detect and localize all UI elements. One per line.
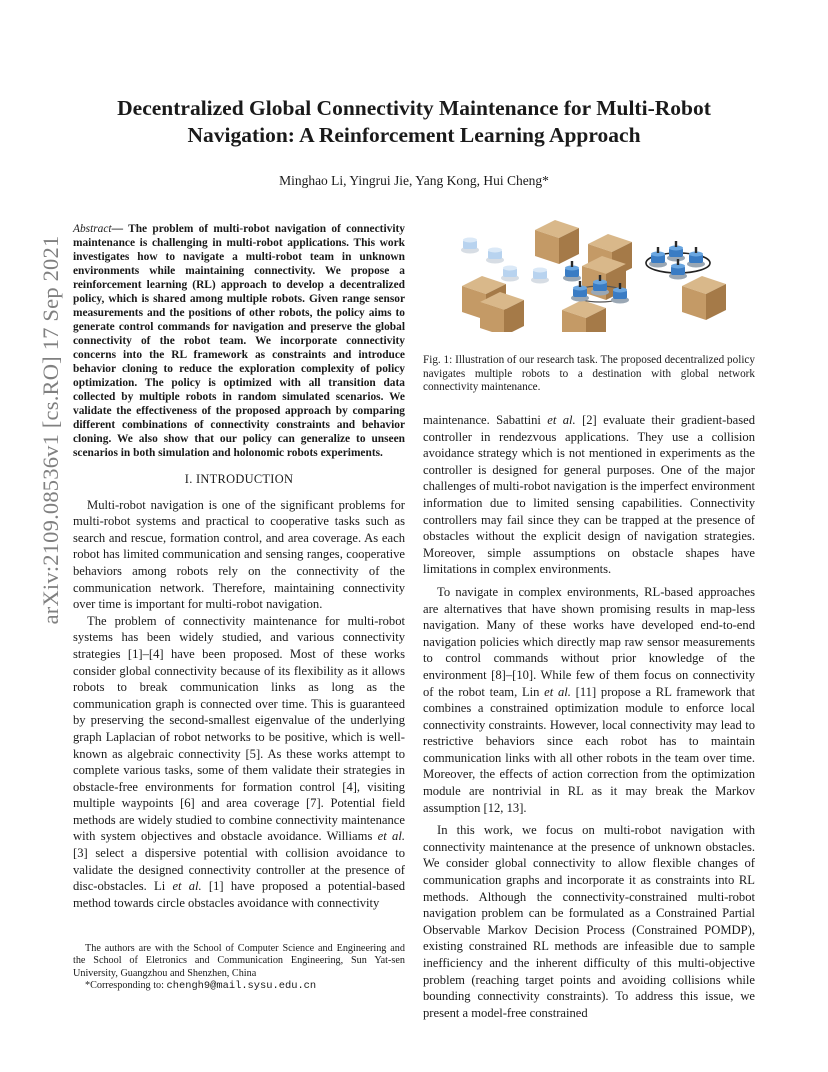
rp2-etal: et al. <box>544 684 571 699</box>
right-paragraph-2 <box>423 584 755 816</box>
obstacle-box <box>535 220 579 264</box>
robot-trajectory-ghost <box>531 268 549 284</box>
paper-title <box>80 95 748 149</box>
para2-text-a: The problem of connectivity maintenance for multi-robot systems has been widely studied, and various connectivity strategies [1]–[4] have been proposed. Most of these works consider global connectivity because of its flexibility as it allows robots to break communication links as long as the communication graph is connected over time. This is guaranteed by preserving the second-smallest eigenvalue of the underlying graph Laplacian of robot networks to be positive, which is well-known as algebraic connectivity [5]. As these works attempt to complete various tasks, some of them validate their strategies in obstacle-free environments for formation control [4], visiting multiple waypoints [6] and area coverage [7]. Potential field methods are widely studied to combine connectivity maintenance with system objectives and obstacle avoidance. Williams <box>73 613 405 844</box>
abstract-text: The problem of multi-robot navigation of connectivity maintenance is challenging in multi-robot applications. This work investigates how to navigate a multi-robot team in unknown environments while maintaining connectivity. We propose a reinforcement learning (RL) approach to develop a decentralized policy, which is shared among multiple robots. Given range sensor measurements and the positions of other robots, the policy aims to generate control commands for navigation and preserve the global connectivity of the robot team. We incorporate connectivity concerns into the RL framework as constraints and introduce behavior cloning to reduce the exploration complexity of policy optimization. The policy is optimized with all transition data collected by multiple robots in random simulated scenarios. We validate the effectiveness of the proposed approach by comparing different combinations of connectivity constraints and behavior cloning. We also show that our policy can generalize to unseen scenarios in both simulation and holonomic robots experiments. <box>73 223 405 459</box>
rp1-text-b: [2] evaluate their gradient-based controller in rendezvous applications. They use a collision avoidance strategy which is not mentioned in experiments as the controller is designed for general purposes. One of the major challenges of multi-robot navigation is the imperfect environment information due to limited sensing capabilities. Connectivity controllers may fail since they can be trapped at the presence of obstacles without the explicit design of navigation strategies. Moreover, simple assumptions on obstacle shapes have limitations in complex environments. <box>423 413 756 577</box>
rp2-text-a: To navigate in complex environments, RL-based approaches are alternatives that have shown promising results in map-less navigation. Many of these works have developed end-to-end navigation policies which directly map raw sensor measurements to control commands without prior knowledge of the environment [8]–[10]. While few of them focus on connectivity of the robot team, Lin <box>423 584 755 699</box>
section-heading-introduction: I. INTRODUCTION <box>184 472 294 486</box>
rp1-etal: et al. <box>547 413 576 427</box>
corresponding-email[interactable]: chengh9@mail.sysu.edu.cn <box>166 980 317 993</box>
robot-trajectory-ghost <box>501 266 519 282</box>
robot-trajectory-ghost <box>461 238 479 254</box>
robot <box>563 261 581 282</box>
robot <box>687 247 705 268</box>
right-column <box>423 412 755 1021</box>
robot <box>649 247 667 268</box>
right-paragraph-3: In this work, we focus on multi-robot navigation with connectivity maintenance at the presence of unknown obstacles. We consider global connectivity to allow flexible changes of communication graphs and incorporate it as constraints into RL methods. Although the connectivity-constrained multi-robot navigation problem can be formulated as a Constrained Partial Observable Markov Decision Process (Constrained POMDP), existing constrained RL methods are infeasible due to sample inefficiency and the inherent difficulty of this multi-objective problem (reaching target points and avoiding collisions while bounding connectivity constraints). To address this issue, we present a model-free constrained <box>423 823 755 1020</box>
obstacle-box <box>682 276 726 320</box>
figure-1-caption: Fig. 1: Illustration of our research task. The proposed decentralized policy navigates multiple robots to a destination with global network connectivity maintenance. <box>423 354 755 394</box>
figure-1-illustration <box>440 214 740 332</box>
author-list: Minghao Li, Yingrui Jie, Yang Kong, Hui Cheng* <box>279 173 549 188</box>
affiliation-footnote: The authors are with the School of Computer Science and Engineering and the School of Eletronics and Communication Engineering, Sun Yat-sen University, Guangzhou and Shenzhen, China <box>73 943 405 979</box>
arxiv-identifier <box>36 150 66 710</box>
para2-etal-2: et al. <box>172 879 202 894</box>
intro-paragraph-1: Multi-robot navigation is one of the significant problems for multi-robot systems and practical to cooperative tasks such as search and rescue, formation control, and area coverage. As each robot has limited communication and sensing ranges, cooperative behaviors among robots rely on the connectivity of the communication network. Therefore, maintaining connectivity over time is important for multi-robot navigation. <box>73 497 405 612</box>
title-line-1: Decentralized Global Connectivity Maintenance for Multi-Robot <box>117 96 711 120</box>
right-paragraph-1 <box>423 412 755 578</box>
robot <box>669 259 687 280</box>
para2-text-c: [1] have proposed a potential-based method towards circle obstacles avoidance with connectivity <box>73 879 405 910</box>
arxiv-id-text: arXiv:2109.08536v1 [cs.RO] 17 Sep 2021 <box>38 235 63 625</box>
para2-etal-1: et al. <box>377 829 405 844</box>
corresponding-footnote <box>73 980 405 992</box>
intro-paragraph-2 <box>73 613 405 912</box>
abstract-dash: — <box>111 223 129 235</box>
title-line-2: Navigation: A Reinforcement Learning Approach <box>187 123 641 147</box>
rp1-text-a: maintenance. Sabattini <box>423 413 548 427</box>
obstacle-box <box>562 300 606 332</box>
corresponding-prefix: *Corresponding to: <box>85 980 167 992</box>
left-column <box>73 222 405 911</box>
abstract-label: Abstract <box>73 223 112 235</box>
robot <box>667 241 685 262</box>
robot-trajectory-ghost <box>486 248 504 264</box>
footnotes <box>73 943 405 993</box>
para2-text-b: [3] select a dispersive potential with collision avoidance to validate the designed connectivity controller at the presence of disc-obstacles. Li <box>73 846 405 894</box>
rp2-text-b: [11] propose a RL framework that combines a constrained optimization module to enforce local connectivity constraints. However, local connectivity may lead to restrictive behaviors since each robot has to maintain communication links with all other robots in the team over time. Moreover, the effects of action correction from the optimization module are nontrivial in RL as it may break the Markov assumption [12, 13]. <box>423 684 755 815</box>
abstract <box>73 222 405 460</box>
